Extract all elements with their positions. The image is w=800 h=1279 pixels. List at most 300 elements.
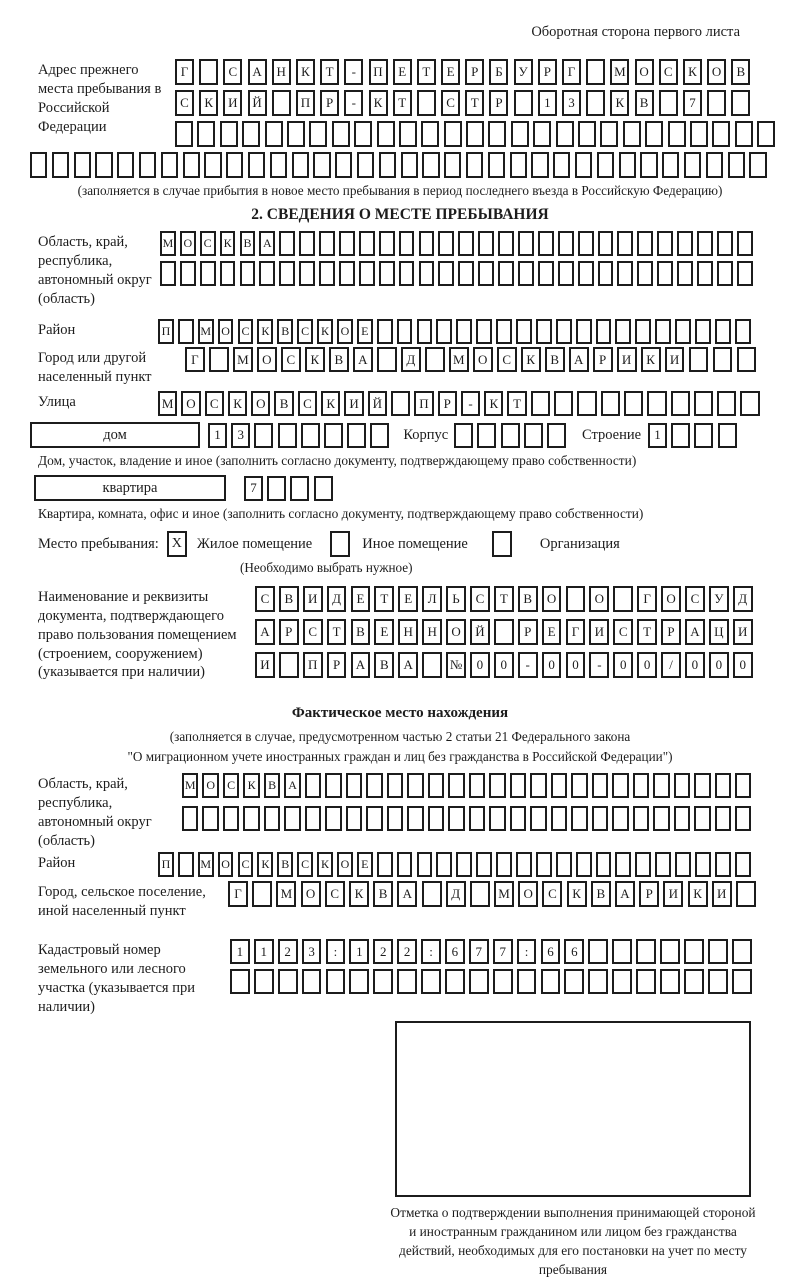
char-cell: Т <box>465 90 484 116</box>
char-cell: Т <box>320 59 339 85</box>
char-cell <box>377 121 395 147</box>
char-cell <box>524 423 543 448</box>
char-cell: К <box>610 90 629 116</box>
option-label-organization: Организация <box>539 535 620 552</box>
char-cell <box>655 319 671 344</box>
char-cell: В <box>329 347 349 372</box>
char-cell <box>707 90 726 116</box>
char-cell <box>373 969 393 994</box>
char-cell: О <box>635 59 654 85</box>
char-cell <box>325 773 341 798</box>
char-cell <box>674 773 690 798</box>
char-cell: Т <box>327 619 347 645</box>
char-cell: Р <box>661 619 681 645</box>
char-cell <box>419 231 435 256</box>
char-cell: 1 <box>349 939 369 964</box>
option-label-other-premises: Иное помещение <box>362 535 468 552</box>
char-cell: Р <box>327 652 347 678</box>
char-cell: А <box>259 231 275 256</box>
char-cell <box>640 152 657 178</box>
char-cell: Д <box>401 347 421 372</box>
char-cell <box>436 319 452 344</box>
char-cell: О <box>589 586 609 612</box>
char-cell <box>183 152 200 178</box>
char-cell <box>695 852 711 877</box>
char-cell: К <box>257 319 273 344</box>
char-cell: 2 <box>278 939 298 964</box>
option-label-residential: Жилое помещение <box>196 535 313 552</box>
house-note: Дом, участок, владение и иное (заполнить согласно документу, подтверждающему право собственности) <box>38 453 637 469</box>
char-cell <box>407 806 423 831</box>
field-district-actual <box>38 852 800 877</box>
char-cell: 7 <box>244 476 263 501</box>
field-street <box>38 391 800 416</box>
char-cell: / <box>661 652 681 678</box>
char-cell <box>538 231 554 256</box>
char-cell <box>254 969 274 994</box>
char-cell <box>566 586 586 612</box>
char-cell: О <box>181 391 200 416</box>
char-cell <box>510 806 526 831</box>
char-cell <box>749 152 766 178</box>
cell-row <box>30 152 800 178</box>
district-actual-label: Район <box>38 855 76 872</box>
char-cell: О <box>301 881 321 907</box>
char-cell <box>598 261 614 286</box>
char-cell <box>671 423 690 448</box>
char-cell: К <box>683 59 702 85</box>
char-cell <box>694 806 710 831</box>
cell-row <box>230 939 752 964</box>
char-cell: 0 <box>685 652 705 678</box>
char-cell: Т <box>494 586 514 612</box>
char-cell: С <box>685 586 705 612</box>
char-cell: И <box>303 586 323 612</box>
char-cell: А <box>615 881 635 907</box>
char-cell <box>272 90 291 116</box>
char-cell <box>347 423 366 448</box>
char-cell: П <box>414 391 433 416</box>
char-cell <box>731 90 750 116</box>
char-cell: 0 <box>494 652 514 678</box>
char-cell <box>314 476 333 501</box>
char-cell <box>677 261 693 286</box>
char-cell <box>624 391 643 416</box>
char-cell: Т <box>393 90 412 116</box>
char-cell <box>623 121 641 147</box>
char-cell <box>161 152 178 178</box>
char-cell <box>346 773 362 798</box>
char-cell <box>514 90 533 116</box>
char-cell <box>592 806 608 831</box>
char-cell <box>302 969 322 994</box>
cell-row <box>158 319 751 344</box>
char-cell: 7 <box>683 90 702 116</box>
char-cell: И <box>255 652 275 678</box>
char-cell <box>551 773 567 798</box>
char-cell <box>728 152 745 178</box>
char-cell: Т <box>507 391 526 416</box>
char-cell <box>684 969 704 994</box>
char-cell: 0 <box>709 652 729 678</box>
cell-row <box>208 423 389 448</box>
char-cell: П <box>369 59 388 85</box>
char-cell <box>718 423 737 448</box>
char-cell <box>501 423 520 448</box>
char-cell <box>690 121 708 147</box>
street-label: Улица <box>38 394 76 411</box>
char-cell <box>633 806 649 831</box>
char-cell <box>223 806 239 831</box>
korpus-label: Корпус <box>403 426 449 443</box>
char-cell: 3 <box>302 939 322 964</box>
char-cell: 1 <box>648 423 667 448</box>
city-actual-label: Город, сельское поселение, иной населенный пункт <box>38 884 206 920</box>
char-cell: М <box>198 852 214 877</box>
char-cell <box>476 319 492 344</box>
apartment-note: Квартира, комната, офис и иное (заполнить согласно документу, подтверждающему право собственности) <box>38 506 644 522</box>
char-cell: Й <box>248 90 267 116</box>
stay-place-note: (Необходимо выбрать нужное) <box>240 560 413 576</box>
char-cell: И <box>344 391 363 416</box>
char-cell <box>299 261 315 286</box>
char-cell <box>335 152 352 178</box>
char-cell: О <box>337 852 353 877</box>
char-cell: 2 <box>373 939 393 964</box>
char-cell <box>220 121 238 147</box>
char-cell <box>600 121 618 147</box>
char-cell <box>597 152 614 178</box>
char-cell <box>518 261 534 286</box>
stroenie-label: Строение <box>581 426 642 443</box>
field-region-actual <box>38 773 800 850</box>
char-cell <box>617 261 633 286</box>
char-cell <box>564 969 584 994</box>
char-cell: Б <box>489 59 508 85</box>
previous-address-note: (заполняется в случае прибытия в новое место пребывания в период последнего въезда в Российскую Федерацию) <box>77 183 723 198</box>
char-cell: И <box>589 619 609 645</box>
char-cell: И <box>665 347 685 372</box>
char-cell: О <box>202 773 218 798</box>
char-cell: К <box>257 852 273 877</box>
char-cell <box>264 806 280 831</box>
char-cell <box>305 773 321 798</box>
actual-location-title: Фактическое место нахождения <box>291 705 509 722</box>
char-cell <box>617 231 633 256</box>
char-cell: П <box>158 319 174 344</box>
cell-row <box>158 852 751 877</box>
char-cell: К <box>567 881 587 907</box>
char-cell: Г <box>175 59 194 85</box>
char-cell <box>117 152 134 178</box>
char-cell <box>536 852 552 877</box>
char-cell <box>735 773 751 798</box>
char-cell: Л <box>422 586 442 612</box>
char-cell <box>319 261 335 286</box>
char-cell <box>511 121 529 147</box>
char-cell: В <box>277 852 293 877</box>
cell-row <box>175 121 775 147</box>
char-cell <box>647 391 666 416</box>
char-cell: : <box>326 939 346 964</box>
char-cell: К <box>243 773 259 798</box>
cell-row <box>255 652 753 678</box>
char-cell: И <box>712 881 732 907</box>
char-cell <box>531 152 548 178</box>
char-cell <box>299 231 315 256</box>
char-cell <box>391 391 410 416</box>
char-cell <box>547 423 566 448</box>
char-cell <box>284 806 300 831</box>
char-cell <box>571 806 587 831</box>
cell-row <box>228 881 756 907</box>
previous-address-rows <box>175 59 775 152</box>
char-cell <box>278 423 297 448</box>
district-label: Район <box>38 322 76 339</box>
char-cell <box>735 319 751 344</box>
char-cell <box>668 121 686 147</box>
char-cell <box>469 806 485 831</box>
confirmation-mark-box <box>395 1021 751 1197</box>
char-cell: В <box>374 652 394 678</box>
char-cell <box>715 806 731 831</box>
char-cell <box>576 852 592 877</box>
char-cell <box>653 806 669 831</box>
char-cell <box>379 231 395 256</box>
char-cell <box>387 773 403 798</box>
char-cell <box>422 881 442 907</box>
house-box-label: дом <box>30 422 200 448</box>
char-cell <box>377 319 393 344</box>
char-cell: С <box>303 619 323 645</box>
char-cell: : <box>517 939 537 964</box>
char-cell: Р <box>639 881 659 907</box>
char-cell <box>466 152 483 178</box>
char-cell: 6 <box>564 939 584 964</box>
char-cell: Г <box>228 881 248 907</box>
char-cell <box>469 969 489 994</box>
char-cell <box>436 852 452 877</box>
char-cell <box>553 152 570 178</box>
char-cell <box>366 773 382 798</box>
char-cell <box>713 347 733 372</box>
cell-row <box>648 423 737 448</box>
char-cell: 0 <box>637 652 657 678</box>
char-cell: 6 <box>541 939 561 964</box>
char-cell <box>655 852 671 877</box>
char-cell: К <box>688 881 708 907</box>
char-cell: Р <box>438 391 457 416</box>
char-cell <box>407 773 423 798</box>
char-cell: П <box>303 652 323 678</box>
char-cell <box>160 261 176 286</box>
char-cell <box>598 231 614 256</box>
char-cell <box>357 152 374 178</box>
char-cell: В <box>591 881 611 907</box>
char-cell <box>417 319 433 344</box>
char-cell <box>708 969 728 994</box>
char-cell: Д <box>733 586 753 612</box>
cadastral-label: Кадастровый номер земельного или лесного участка (указывается при наличии) <box>38 942 195 1015</box>
char-cell <box>530 806 546 831</box>
char-cell <box>488 121 506 147</box>
char-cell: 7 <box>469 939 489 964</box>
char-cell: А <box>284 773 300 798</box>
char-cell: М <box>198 319 214 344</box>
char-cell: С <box>325 881 345 907</box>
cell-row <box>255 586 753 612</box>
char-cell: Р <box>279 619 299 645</box>
char-cell <box>324 423 343 448</box>
char-cell <box>265 121 283 147</box>
char-cell <box>531 391 550 416</box>
char-cell <box>588 969 608 994</box>
char-cell: И <box>223 90 242 116</box>
char-cell: В <box>277 319 293 344</box>
char-cell <box>578 261 594 286</box>
char-cell <box>399 121 417 147</box>
char-cell <box>558 261 574 286</box>
field-city <box>38 347 800 387</box>
char-cell: Т <box>374 586 394 612</box>
char-cell <box>645 121 663 147</box>
apartment-box-label: квартира <box>34 475 226 501</box>
char-cell: В <box>351 619 371 645</box>
field-document <box>38 586 800 685</box>
char-cell: У <box>709 586 729 612</box>
char-cell <box>636 969 656 994</box>
char-cell: М <box>233 347 253 372</box>
char-cell <box>301 423 320 448</box>
char-cell <box>422 152 439 178</box>
char-cell: К <box>296 59 315 85</box>
char-cell <box>757 121 775 147</box>
char-cell: 6 <box>445 939 465 964</box>
char-cell: 0 <box>566 652 586 678</box>
char-cell <box>204 152 221 178</box>
char-cell <box>279 652 299 678</box>
char-cell: № <box>446 652 466 678</box>
char-cell: А <box>685 619 705 645</box>
char-cell: М <box>449 347 469 372</box>
char-cell: М <box>494 881 514 907</box>
char-cell: В <box>373 881 393 907</box>
char-cell: С <box>659 59 678 85</box>
char-cell: 2 <box>397 939 417 964</box>
char-cell <box>387 806 403 831</box>
char-cell: А <box>397 881 417 907</box>
char-cell: А <box>255 619 275 645</box>
char-cell <box>510 773 526 798</box>
char-cell: О <box>707 59 726 85</box>
char-cell <box>182 806 198 831</box>
char-cell: Г <box>637 586 657 612</box>
char-cell <box>209 347 229 372</box>
char-cell: С <box>238 319 254 344</box>
char-cell <box>220 261 236 286</box>
char-cell <box>397 319 413 344</box>
char-cell <box>399 231 415 256</box>
char-cell <box>332 121 350 147</box>
char-cell <box>476 852 492 877</box>
char-cell <box>494 619 514 645</box>
region-actual-label: Область, край, республика, автономный округ (область) <box>38 776 152 849</box>
char-cell: С <box>238 852 254 877</box>
char-cell: Н <box>398 619 418 645</box>
char-cell <box>578 231 594 256</box>
char-cell <box>736 881 756 907</box>
char-cell: О <box>518 881 538 907</box>
char-cell <box>715 319 731 344</box>
stay-place-label: Место пребывания: <box>38 535 159 552</box>
char-cell: С <box>297 319 313 344</box>
char-cell <box>448 773 464 798</box>
char-cell <box>556 121 574 147</box>
char-cell: А <box>248 59 267 85</box>
char-cell <box>370 423 389 448</box>
char-cell <box>279 261 295 286</box>
char-cell: К <box>317 852 333 877</box>
checkbox-organization <box>492 531 512 557</box>
char-cell <box>401 152 418 178</box>
char-cell: С <box>298 391 317 416</box>
char-cell <box>496 319 512 344</box>
char-cell: Е <box>441 59 460 85</box>
char-cell <box>287 121 305 147</box>
char-cell <box>359 231 375 256</box>
char-cell <box>421 969 441 994</box>
char-cell: 3 <box>562 90 581 116</box>
char-cell: 1 <box>538 90 557 116</box>
char-cell <box>732 939 752 964</box>
actual-location-note-1: (заполняется в случае, предусмотренном частью 2 статьи 21 Федерального закона <box>169 729 631 745</box>
char-cell: П <box>158 852 174 877</box>
char-cell <box>536 319 552 344</box>
char-cell: К <box>321 391 340 416</box>
char-cell: Е <box>542 619 562 645</box>
char-cell <box>571 773 587 798</box>
char-cell <box>456 852 472 877</box>
cell-row <box>244 476 333 501</box>
field-city-actual <box>38 881 800 921</box>
char-cell: О <box>251 391 270 416</box>
char-cell <box>578 121 596 147</box>
char-cell: Т <box>637 619 657 645</box>
char-cell <box>498 261 514 286</box>
char-cell <box>708 939 728 964</box>
char-cell <box>230 969 250 994</box>
char-cell: Й <box>368 391 387 416</box>
char-cell <box>496 852 512 877</box>
char-cell <box>635 852 651 877</box>
char-cell: К <box>305 347 325 372</box>
char-cell: О <box>542 586 562 612</box>
char-cell <box>637 261 653 286</box>
char-cell <box>596 852 612 877</box>
char-cell: Р <box>465 59 484 85</box>
checkbox-other-premises <box>330 531 350 557</box>
apartment-row <box>34 475 800 501</box>
char-cell <box>732 969 752 994</box>
char-cell: С <box>297 852 313 877</box>
char-cell: И <box>617 347 637 372</box>
char-cell <box>615 319 631 344</box>
char-cell: С <box>281 347 301 372</box>
cell-row <box>454 423 566 448</box>
char-cell <box>248 152 265 178</box>
char-cell <box>366 806 382 831</box>
char-cell <box>489 806 505 831</box>
